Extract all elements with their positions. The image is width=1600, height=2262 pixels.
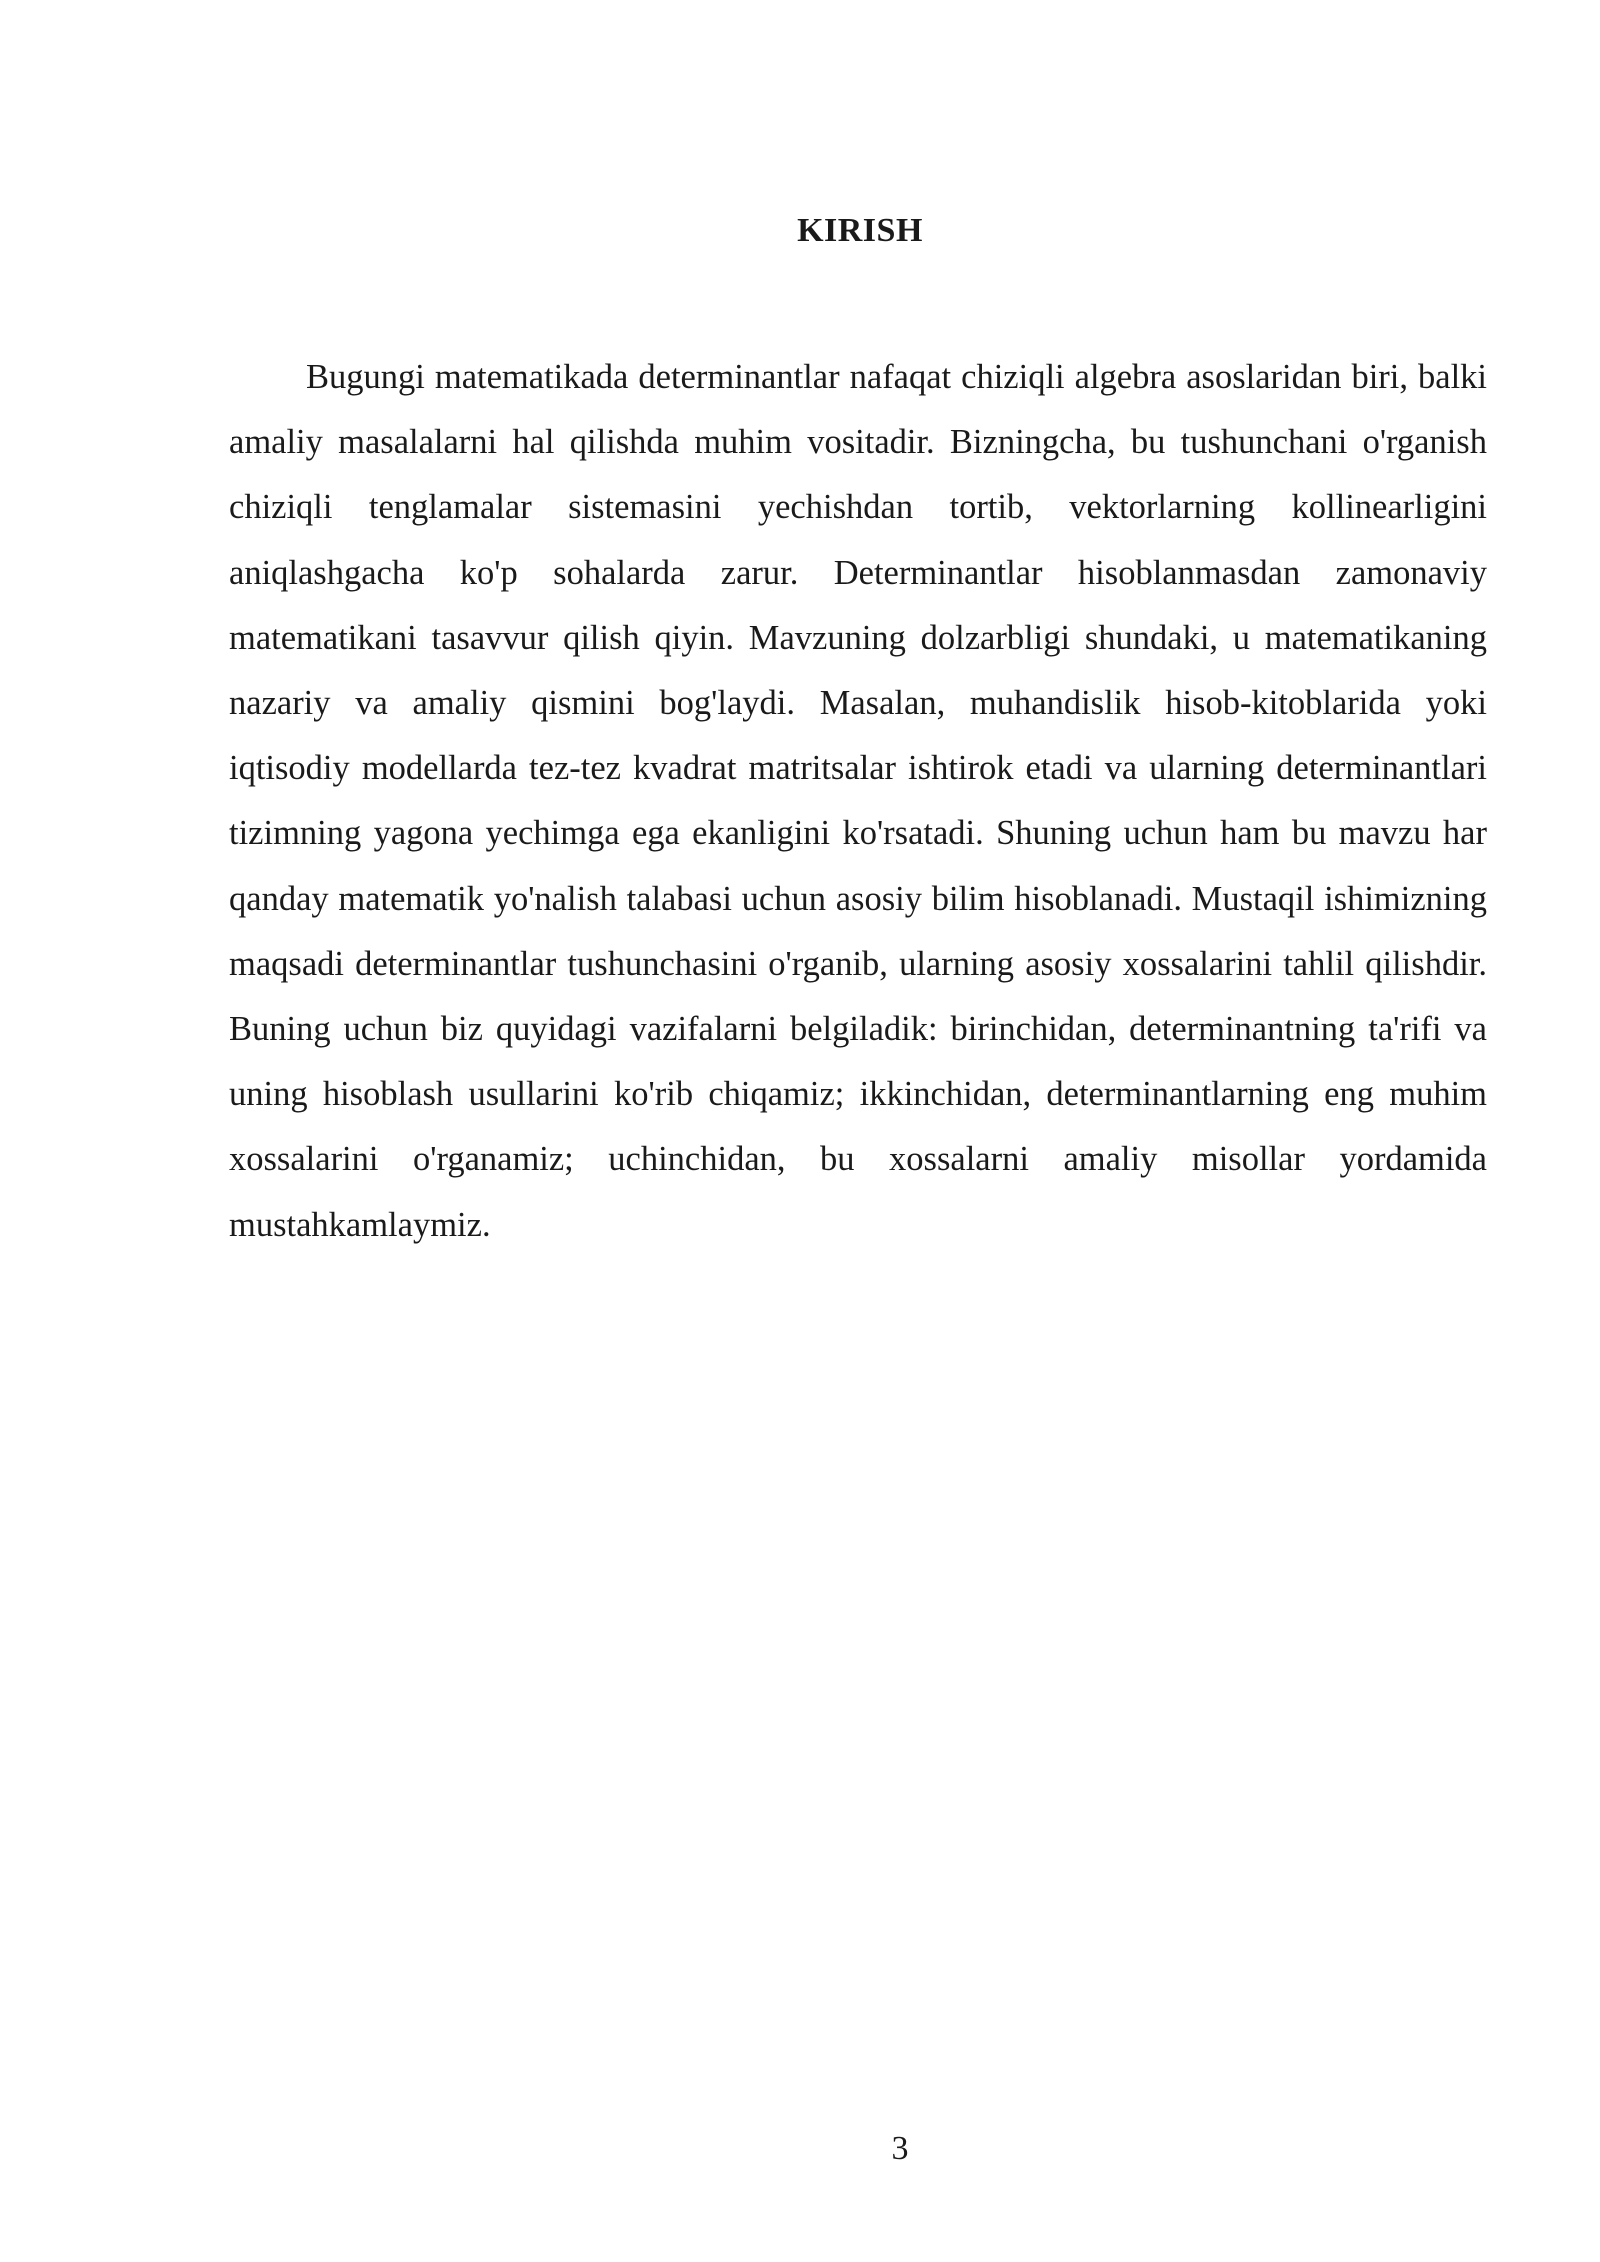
page-title: KIRISH	[797, 212, 923, 249]
page-number: 3	[891, 2130, 909, 2167]
body-paragraph: Bugungi matematikada determinantlar nafaqat chiziqli algebra asoslaridan biri, balki amaliy masalalarni hal qilishda muhim vositadir. Bizningcha, bu tushunchani o'rganish chiziqli tenglamalar sistemasini yechishdan tortib, vektorlarning kollinearligini aniqlashgacha ko'p sohalarda zarur. Determinantlar hisoblanmasdan zamonaviy matematikani tasavvur qilish qiyin. Mavzuning dolzarbligi shundaki, u matematikaning nazariy va amaliy qismini bog'laydi. Masalan, muhandislik hisob-kitoblarida yoki iqtisodiy modellarda tez-tez kvadrat matritsalar ishtirok etadi va ularning determinantlari tizimning yagona yechimga ega ekanligini ko'rsatadi. Shuning uchun ham bu mavzu har qanday matematik yo'nalish talabasi uchun asosiy bilim hisoblanadi. Mustaqil ishimizning maqsadi determinantlar tushunchasini o'rganib, ularning asosiy xossalarini tahlil qilishdir. Buning uchun biz quyidagi vazifalarni belgiladik: birinchidan, determinantning ta'rifi va uning hisoblash usullarini ko'rib chiqamiz; ikkinchidan, determinantlarning eng muhim xossalarini o'rganamiz; uchinchidan, bu xossalarni amaliy misollar yordamida mustahkamlaymiz.	[229, 358, 1487, 1244]
